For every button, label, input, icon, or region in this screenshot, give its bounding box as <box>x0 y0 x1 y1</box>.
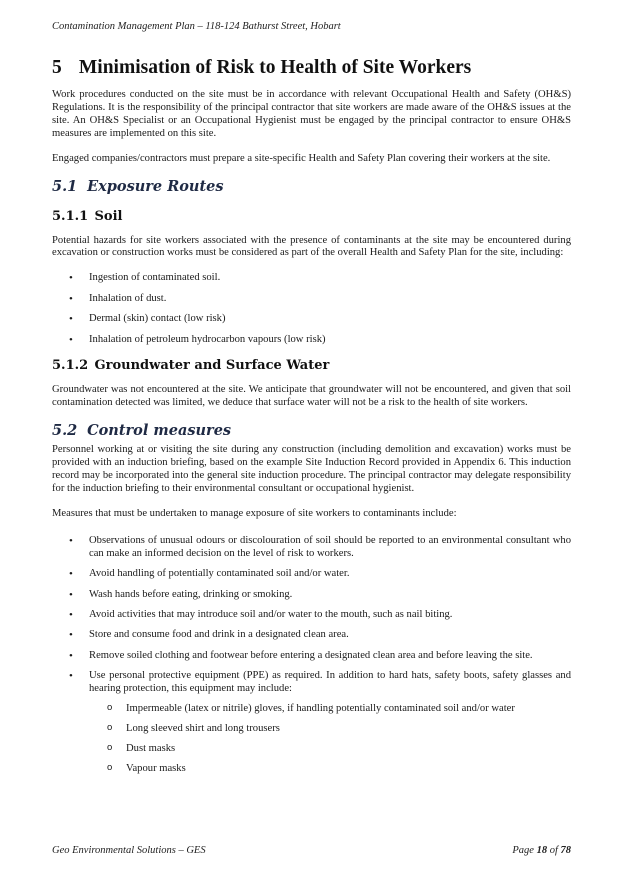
sub-list-item: o Impermeable (latex or nitrile) gloves, if handling potentially contaminated soil and/or water <box>89 703 571 716</box>
subsection-title: Control measures <box>87 422 232 440</box>
page-body <box>52 89 571 788</box>
page-number: 18 <box>536 845 548 856</box>
soil-paragraph: Potential hazards for site workers associated with the presence of contaminants at the site may be encountered during excavation or construction works must be considered as part of the overall Health and Safety Plan for the site, including: <box>52 234 571 259</box>
list-item: • Ingestion of contaminated soil. <box>52 272 571 285</box>
subsection-title: Exposure Routes <box>87 177 224 195</box>
subsubsection-heading-soil <box>52 209 571 225</box>
section-paragraph-1: Work procedures conducted on the site must be in accordance with relevant Occupational Health and Safety (OH&S) Regulations. It is the responsibility of the principal contractor that site workers are made aware of the OH&S issues at the site. An OH&S Specialist or an Occupational Hygienist must be engaged by the principal contractor to ensure OH&S measures are implemented on this site. <box>52 89 571 139</box>
list-item: • Dermal (skin) contact (low risk) <box>52 313 571 326</box>
list-item: • Wash hands before eating, drinking or smoking. <box>52 589 571 602</box>
ppe-intro: Use personal protective equipment (PPE) as required. In addition to hard hats, safety boots, safety glasses and hearing protection, this equipment may include: <box>89 670 571 695</box>
list-item: • Inhalation of dust. <box>52 293 571 306</box>
control-paragraph-1: Personnel working at or visiting the site during any construction (including demolition and excavation) works must be provided with an induction briefing, based on the example Site Induction Record provided in Appendix 6. This induction record may be incorporated into the general site induction procedure. The principal contractor may delegate responsibility for the induction briefing to their environmental consultant or occupational hygienist. <box>52 444 571 494</box>
list-item: • Store and consume food and drink in a designated clean area. <box>52 629 571 642</box>
soil-hazard-list <box>52 272 571 346</box>
footer-company: Geo Environmental Solutions – GES <box>52 845 206 856</box>
page-total: 78 <box>560 845 571 856</box>
section-title: Minimisation of Risk to Health of Site Workers <box>78 57 472 78</box>
list-item: • Avoid handling of potentially contaminated soil and/or water. <box>52 568 571 581</box>
sub-list-item: o Long sleeved shirt and long trousers <box>89 723 571 736</box>
subsection-heading-exposure <box>52 178 571 196</box>
control-paragraph-2: Measures that must be undertaken to manage exposure of site workers to contaminants include: <box>52 507 457 519</box>
section-number: 5 <box>52 57 62 78</box>
section-heading <box>52 57 572 79</box>
subsubsection-title: Groundwater and Surface Water <box>94 358 330 374</box>
ppe-sub-list <box>89 703 571 776</box>
subsection-number: 5.1 <box>52 177 78 195</box>
list-item: • Inhalation of petroleum hydrocarbon vapours (low risk) <box>52 334 571 347</box>
subsubsection-number: 5.1.2 <box>52 358 89 374</box>
list-item-ppe <box>52 670 571 775</box>
sub-list-item: o Vapour masks <box>89 763 571 776</box>
page-header: Contamination Management Plan – 118-124 Bathurst Street, Hobart <box>52 21 341 32</box>
subsection-heading-control <box>52 422 571 440</box>
subsubsection-title: Soil <box>94 208 123 224</box>
subsubsection-number: 5.1.1 <box>52 208 89 224</box>
page-prefix: Page <box>512 845 537 856</box>
groundwater-paragraph: Groundwater was not encountered at the site. We anticipate that groundwater will not be encountered, and given that soil contamination detected was limited, we deduce that surface water will not be a risk to the health of site workers. <box>52 384 571 409</box>
list-item: • Avoid activities that may introduce soil and/or water to the mouth, such as nail biting. <box>52 609 571 622</box>
footer-page-indicator <box>512 845 571 856</box>
subsubsection-heading-groundwater <box>52 358 571 374</box>
list-item: • Observations of unusual odours or discolouration of soil should be reported to an environmental consultant who can make an informed decision on the level of risk to workers. <box>52 535 571 561</box>
section-paragraph-2: Engaged companies/contractors must prepare a site-specific Health and Safety Plan covering their workers at the site. <box>52 152 551 164</box>
page-of: of <box>547 845 561 856</box>
list-item: • Remove soiled clothing and footwear before entering a designated clean area and before leaving the site. <box>52 650 571 663</box>
control-measures-list <box>52 535 571 776</box>
subsection-number: 5.2 <box>52 422 78 440</box>
sub-list-item: o Dust masks <box>89 743 571 756</box>
